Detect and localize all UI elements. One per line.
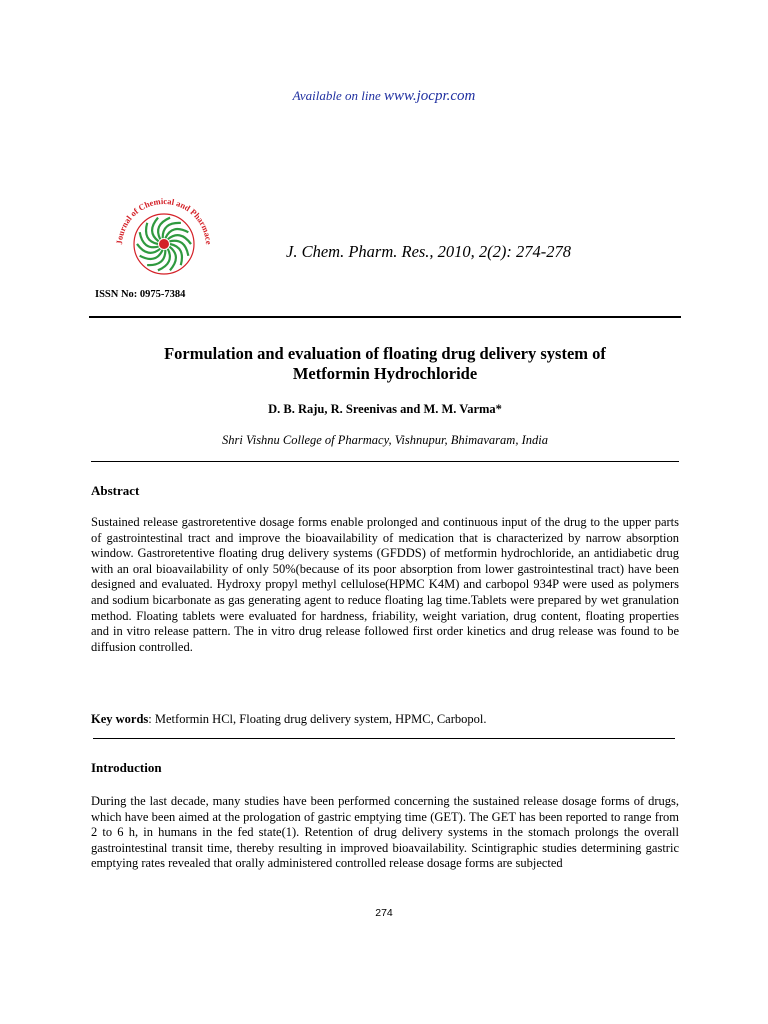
availability-line — [0, 88, 768, 105]
keywords-label: Key words — [91, 712, 149, 726]
abstract-heading: Abstract — [91, 483, 140, 498]
affiliation-divider — [91, 461, 679, 462]
page-number: 274 — [375, 907, 393, 919]
header-divider — [89, 316, 681, 318]
journal-citation: J. Chem. Pharm. Res., 2010, 2(2): 274-278 — [286, 242, 572, 261]
introduction-heading: Introduction — [91, 760, 162, 775]
issn-number: ISSN No: 0975-7384 — [95, 289, 186, 300]
availability-prefix: Available on line — [292, 88, 384, 103]
journal-seal-logo-icon — [108, 196, 220, 286]
svg-text:Journal of Chemical and Pharma: Journal of Chemical and Pharmace — [113, 196, 215, 245]
keywords-line — [91, 712, 679, 727]
paper-title — [89, 344, 681, 384]
abstract-text: Sustained release gastroretentive dosage forms enable prolonged and continuous input of the drug to the upper parts of gastrointestinal tract and improve the bioavailability of medication that is characterized by narrow absorption window. Gastroretentive floating drug delivery systems (GFDDS) of metformin hydrochloride, an antidiabetic drug with an oral bioavailability of only 50%(because of its poor absorption from lower gastrointestinal tract) have been designed and evaluated. Hydroxy propyl methyl cellulose(HPMC K4M) and carbopol 934P were used as polymers and sodium bicarbonate as gas generating agent to reduce floating lag time.Tablets were prepared by wet granulation method. Floating tablets were evaluated for hardness, friability, weight variation, drug content, floating properties and in vitro release pattern. The in vitro drug release followed first order kinetics and drug release was found to be diffusion controlled. — [91, 515, 679, 654]
introduction-text: During the last decade, many studies have been performed concerning the sustained release dosage forms of drugs, which have been aimed at the prologation of gastric emptying time (GET). The GET has been reported to range from 2 to 6 h, in humans in the fed state(1). Retention of drug delivery systems in the stomach prolongs the overall gastrointestinal transit time, thereby resulting in improved bioavailability. Scintigraphic studies determining gastric emptying rates revealed that orally administered controlled release dosage forms are subjected — [91, 794, 679, 871]
journal-url-link[interactable]: www.jocpr.com — [383, 88, 476, 104]
title-line-1: Formulation and evaluation of floating drug delivery system of — [164, 344, 606, 363]
author-list: D. B. Raju, R. Sreenivas and M. M. Varma* — [268, 402, 502, 416]
keywords-divider — [93, 738, 675, 739]
keywords-text: : Metformin HCl, Floating drug delivery system, HPMC, Carbopol. — [148, 712, 487, 726]
title-line-2: Metformin Hydrochloride — [292, 364, 478, 383]
author-affiliation: Shri Vishnu College of Pharmacy, Vishnupur, Bhimavaram, India — [222, 433, 548, 447]
